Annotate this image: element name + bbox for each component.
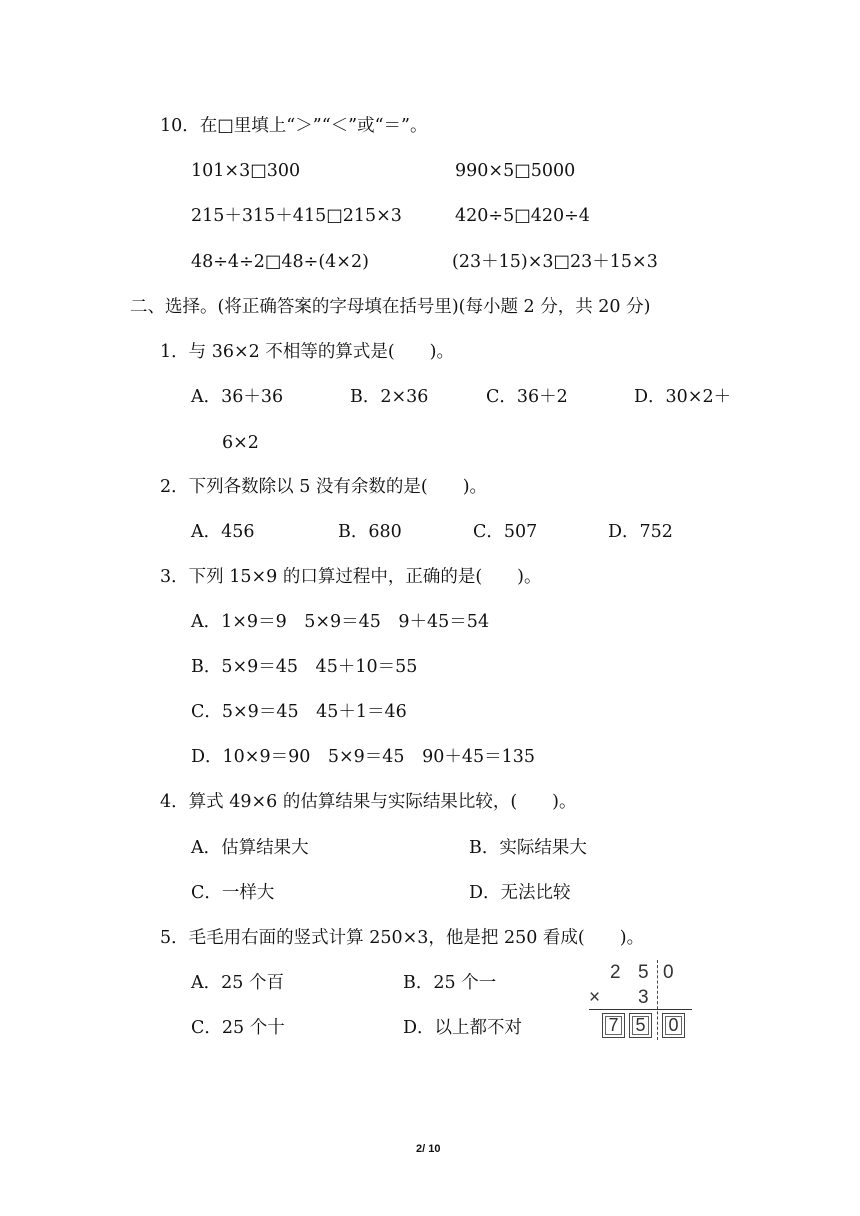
option-d: D．无法比较 [469, 883, 571, 903]
digit: 5 [638, 962, 649, 983]
option-d: D．以上都不对 [403, 1018, 523, 1038]
option-d: D．752 [608, 522, 673, 542]
option-d: D．30×2＋ [634, 387, 732, 407]
digit: 2 [610, 962, 621, 983]
option-a: A．估算结果大 [191, 838, 309, 858]
option-c: C．507 [473, 522, 538, 542]
q10-item: 101×3□300 [191, 161, 301, 181]
option-a: A．456 [191, 522, 255, 542]
result-box [662, 1013, 685, 1038]
question-stem: 3．下列 15×9 的口算过程中，正确的是( )。 [160, 567, 542, 587]
result-digit: 5 [632, 1016, 649, 1035]
q10-item: 48÷4÷2□48÷(4×2) [191, 252, 369, 272]
option-a: A．1×9＝9 5×9＝45 9＋45＝54 [191, 612, 490, 632]
q10-item: 420÷5□420÷4 [455, 206, 590, 226]
option-c: C．25 个十 [191, 1018, 285, 1038]
option-a: A．36＋36 [191, 387, 284, 407]
option-b: B．680 [338, 522, 402, 542]
q10-item: (23＋15)×3□23＋15×3 [452, 252, 658, 272]
q10-item: 215＋315＋415□215×3 [191, 206, 402, 226]
question-stem: 2．下列各数除以 5 没有余数的是( )。 [160, 477, 488, 497]
result-box [602, 1013, 625, 1038]
question-stem: 4．算式 49×6 的估算结果与实际结果比较，( )。 [160, 792, 577, 812]
vertical-multiplication-figure [583, 960, 693, 1042]
option-c: C．36＋2 [486, 387, 568, 407]
option-a: A．25 个百 [191, 973, 284, 993]
option-c: C．5×9＝45 45＋1＝46 [191, 702, 407, 722]
q10-title: 10．在□里填上“＞”“＜”或“＝”。 [160, 116, 428, 136]
option-d-continued: 6×2 [222, 433, 259, 453]
result-digit: 0 [665, 1016, 682, 1035]
sum-line [589, 1009, 692, 1010]
result-digit: 7 [605, 1016, 622, 1035]
result-box [629, 1013, 652, 1038]
digit: 0 [663, 962, 674, 983]
option-d: D．10×9＝90 5×9＝45 90＋45＝135 [191, 747, 536, 767]
digit: 3 [638, 987, 649, 1008]
question-stem: 5．毛毛用右面的竖式计算 250×3，他是把 250 看成( )。 [160, 928, 645, 948]
option-b: B．2×36 [350, 387, 429, 407]
option-c: C．一样大 [191, 883, 275, 903]
question-stem: 1．与 36×2 不相等的算式是( )。 [160, 342, 454, 362]
option-b: B．5×9＝45 45＋10＝55 [191, 657, 418, 677]
place-divider [657, 960, 658, 1040]
option-b: B．实际结果大 [469, 838, 587, 858]
q10-item: 990×5□5000 [455, 161, 576, 181]
section-heading: 二、选择。(将正确答案的字母填在括号里)(每小题 2 分，共 20 分) [130, 297, 651, 317]
option-b: B．25 个一 [403, 973, 497, 993]
page-number: 2/ 10 [416, 1143, 441, 1155]
times-sign: × [589, 987, 601, 1008]
